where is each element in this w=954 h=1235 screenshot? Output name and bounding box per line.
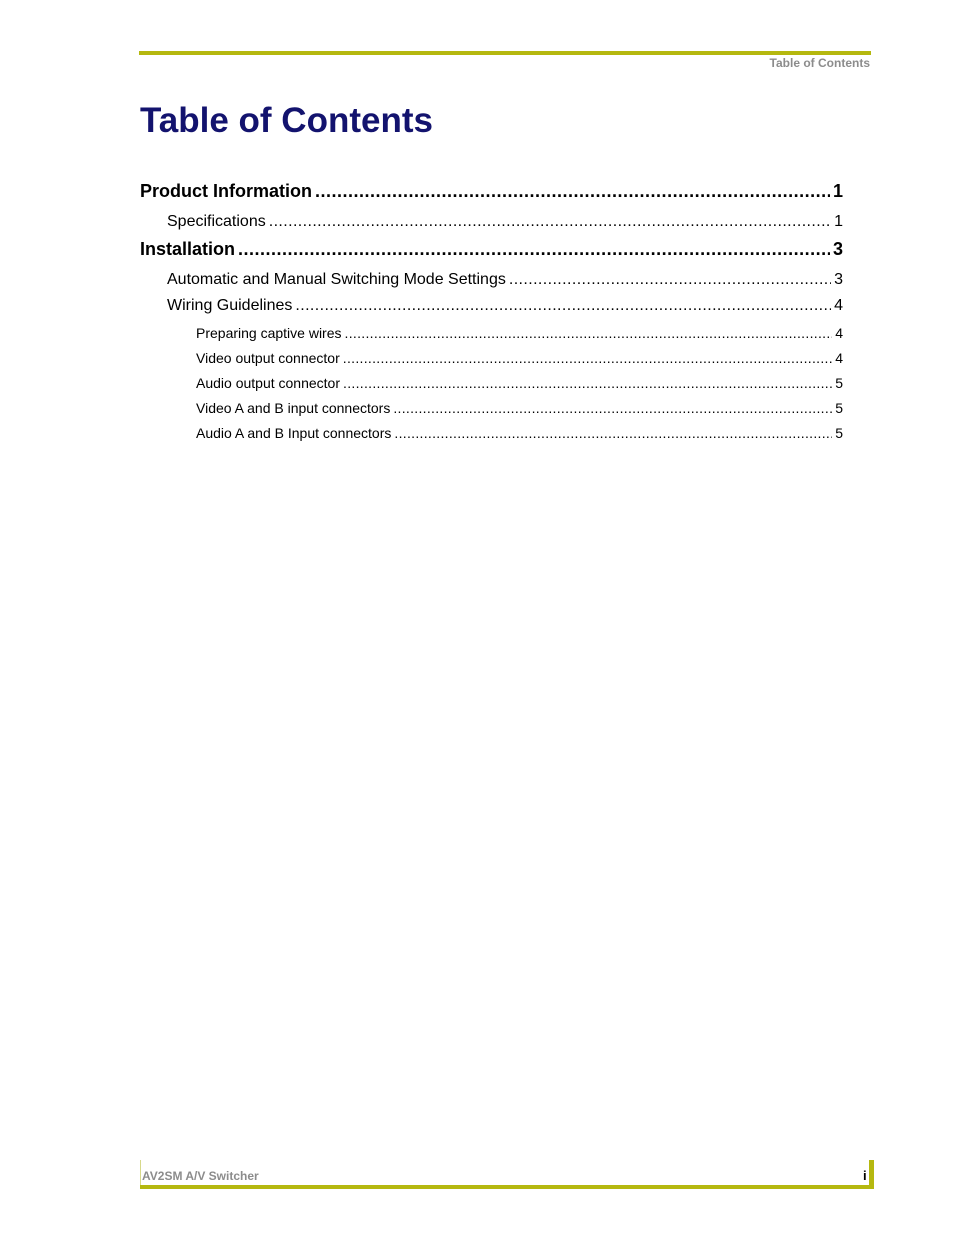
toc-entry-label: Video A and B input connectors [196, 400, 391, 416]
running-header: Table of Contents [769, 56, 870, 70]
footer-left-tick [140, 1160, 141, 1186]
footer-page-number: i [863, 1168, 867, 1183]
toc-entry-page: 1 [834, 213, 843, 230]
toc-entry-video-output-connector[interactable] [196, 350, 843, 366]
footer-rule [140, 1185, 874, 1189]
toc-entry-specifications[interactable] [167, 213, 843, 231]
dot-leader [394, 425, 832, 441]
toc-entry-label: Automatic and Manual Switching Mode Settings [167, 271, 506, 288]
dot-leader [345, 325, 833, 341]
toc-entry-wiring-guidelines[interactable] [167, 297, 843, 315]
toc-entry-page: 5 [835, 375, 843, 391]
toc-entry-page: 5 [835, 425, 843, 441]
toc-entry-page: 1 [832, 181, 843, 201]
dot-leader [343, 375, 832, 391]
toc-entry-page: 3 [834, 271, 843, 288]
page-title: Table of Contents [140, 101, 433, 140]
toc-entry-audio-output-connector[interactable] [196, 375, 843, 391]
dot-leader [509, 271, 831, 289]
toc-entry-label: Audio A and B Input connectors [196, 425, 392, 441]
dot-leader [295, 297, 831, 315]
toc-entry-label: Preparing captive wires [196, 325, 342, 341]
footer-product-name: AV2SM A/V Switcher [142, 1169, 259, 1183]
toc-entry-video-input-connectors[interactable] [196, 400, 843, 416]
toc-entry-page: 4 [835, 325, 843, 341]
toc-entry-page: 4 [835, 350, 843, 366]
toc-entry-label: Video output connector [196, 350, 340, 366]
header-rule [139, 51, 871, 55]
toc-entry-switching-mode-settings[interactable] [167, 271, 843, 289]
toc-entry-label: Audio output connector [196, 375, 340, 391]
toc-entry-product-information[interactable] [140, 181, 843, 202]
toc-entry-page: 4 [834, 297, 843, 314]
dot-leader [393, 400, 832, 416]
toc-entry-label: Specifications [167, 213, 266, 230]
toc-entry-label: Wiring Guidelines [167, 297, 293, 314]
toc-entry-preparing-captive-wires[interactable] [196, 325, 843, 341]
toc-entry-label: Product Information [140, 181, 312, 201]
toc-entry-installation[interactable] [140, 239, 843, 260]
toc-entry-page: 3 [832, 239, 843, 259]
dot-leader [343, 350, 832, 366]
toc-entry-label: Installation [140, 239, 236, 259]
dot-leader [238, 239, 830, 260]
dot-leader [315, 181, 830, 202]
toc-entry-audio-input-connectors[interactable] [196, 425, 843, 441]
toc-entry-page: 5 [835, 400, 843, 416]
dot-leader [269, 213, 831, 231]
footer-page-bar [869, 1160, 874, 1189]
